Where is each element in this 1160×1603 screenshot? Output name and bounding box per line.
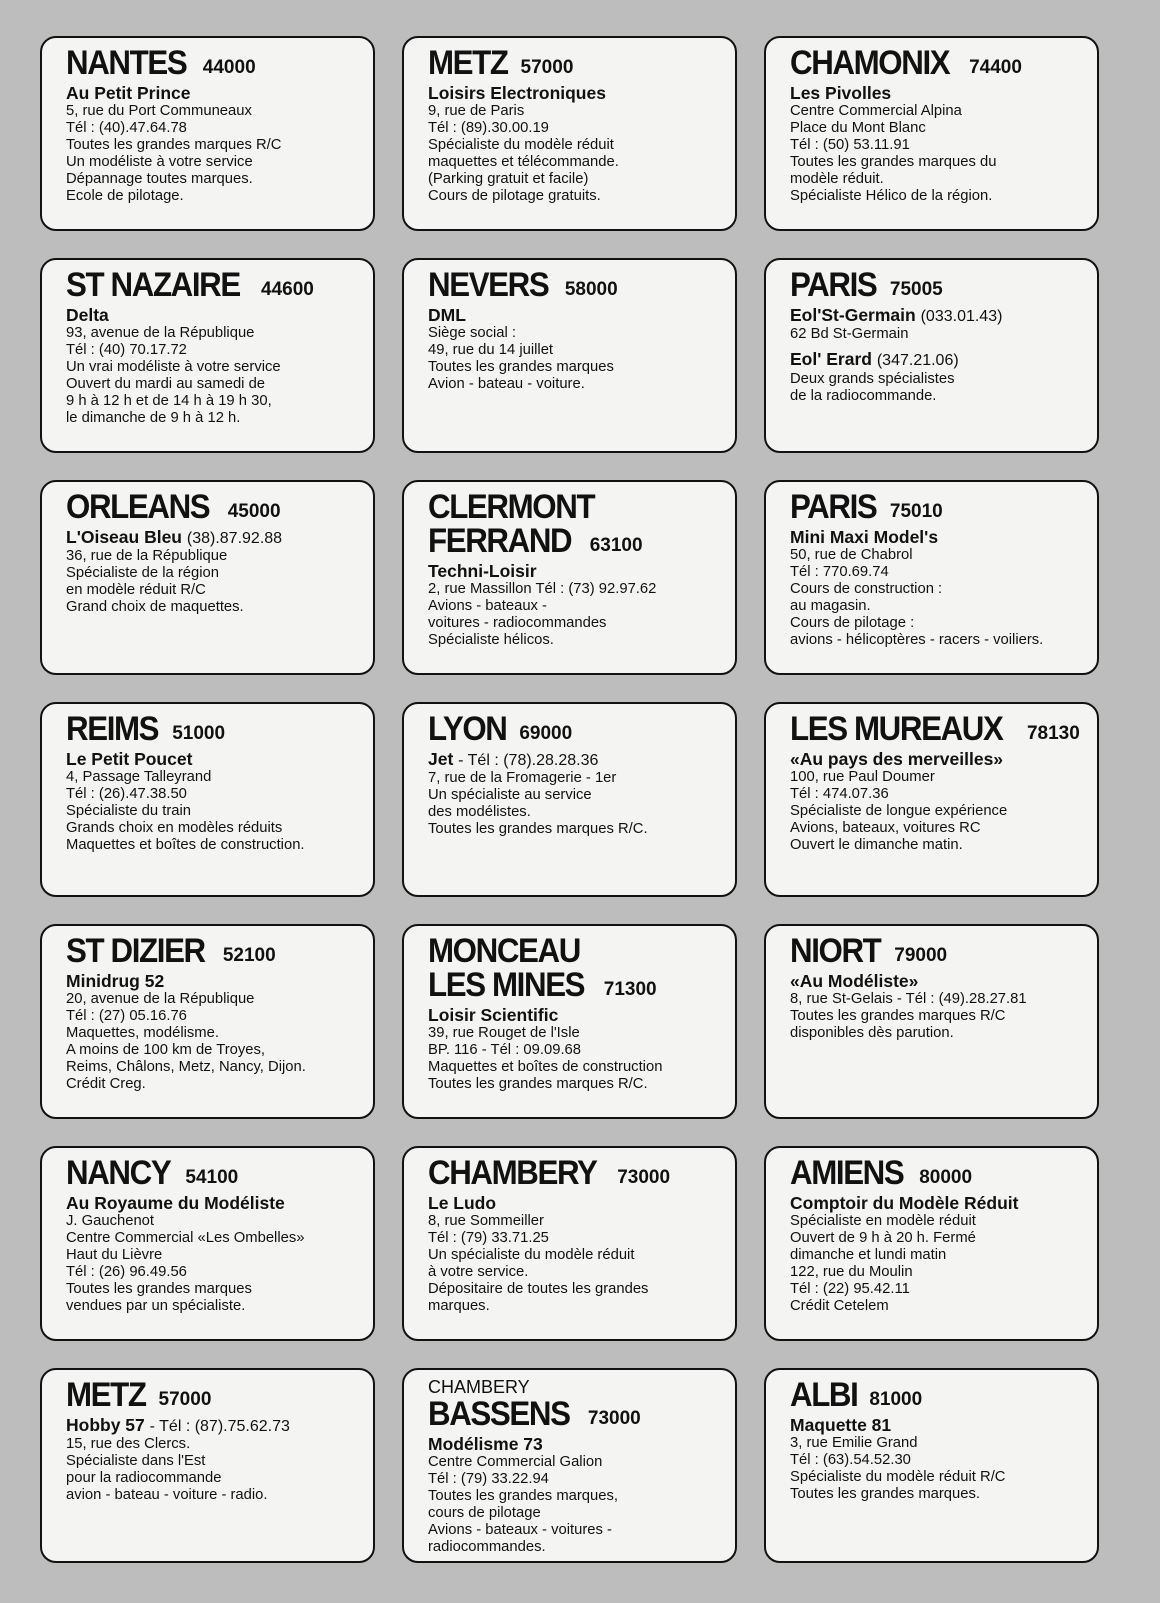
- postal-code: 44000: [202, 57, 256, 78]
- detail-line: Toutes les grandes marques R/C: [790, 1008, 1006, 1025]
- shop-name-text: Modélisme 73: [428, 1434, 543, 1454]
- detail-line: modèle réduit.: [790, 171, 884, 188]
- shop-card: [764, 36, 1099, 231]
- detail-line: Avions, bateaux, voitures RC: [790, 820, 981, 837]
- shop-name-secondary: [790, 349, 1085, 370]
- postal-code: 45000: [227, 501, 281, 522]
- detail-line: Spécialiste du modèle réduit R/C: [790, 1469, 1006, 1486]
- detail-line: 15, rue des Clercs.: [66, 1436, 191, 1453]
- shop-phone: (033.01.43): [920, 308, 1003, 325]
- detail-line: Siège social :: [428, 325, 517, 342]
- shop-name: [428, 749, 723, 770]
- shop-name: [428, 1005, 723, 1025]
- detail-line: Tél : (63).54.52.30: [790, 1452, 911, 1469]
- shop-name: [790, 1415, 1085, 1435]
- detail-line: Dépositaire de toutes les grandes: [428, 1281, 649, 1298]
- detail-line: A moins de 100 km de Troyes,: [66, 1042, 266, 1059]
- detail-line: avion - bateau - voiture - radio.: [66, 1487, 268, 1504]
- shop-card: [40, 1368, 375, 1563]
- card-header: [428, 46, 723, 80]
- detail-line: radiocommandes.: [428, 1539, 546, 1556]
- card-header: [66, 490, 361, 524]
- card-header: [66, 46, 361, 80]
- detail-line: de la radiocommande.: [790, 387, 937, 404]
- shop-phone: (347.21.06): [876, 352, 959, 370]
- detail-line: 7, rue de la Fromagerie - 1er: [428, 770, 617, 787]
- shop-card: [402, 258, 737, 453]
- detail-line: Un vrai modéliste à votre service: [66, 359, 281, 376]
- shop-name: [66, 1415, 361, 1436]
- city-name: ALBI: [790, 1376, 858, 1414]
- detail-line: en modèle réduit R/C: [66, 582, 206, 599]
- detail-line: 93, avenue de la République: [66, 325, 255, 342]
- detail-line: maquettes et télécommande.: [428, 154, 619, 171]
- shop-card: [402, 480, 737, 675]
- detail-line: Toutes les grandes marques R/C.: [428, 1076, 648, 1093]
- shop-name: [790, 83, 1085, 103]
- detail-line: 3, rue Emilie Grand: [790, 1435, 918, 1452]
- detail-line: Ouvert du mardi au samedi de: [66, 376, 266, 393]
- detail-line: Tél : (50) 53.11.91: [790, 137, 910, 154]
- detail-line: Centre Commercial Alpina: [790, 103, 962, 120]
- detail-line: 20, avenue de la République: [66, 991, 255, 1008]
- detail-line: Tél : (89).30.00.19: [428, 120, 549, 137]
- detail-line: Toutes les grandes marques R/C.: [428, 821, 648, 838]
- city-name: CLERMONT: [428, 488, 595, 526]
- detail-line: Toutes les grandes marques: [66, 1281, 252, 1298]
- postal-code: 75005: [889, 279, 943, 300]
- shop-name: [790, 971, 1085, 991]
- city-name: NEVERS: [428, 266, 549, 304]
- detail-line: Dépannage toutes marques.: [66, 171, 253, 188]
- shop-name-text: Eol'St-Germain: [790, 305, 916, 325]
- detail-line: Maquettes, modélisme.: [66, 1025, 219, 1042]
- detail-line: Spécialiste Hélico de la région.: [790, 188, 993, 205]
- city-name: CHAMBERY: [428, 1154, 597, 1192]
- detail-line: Spécialiste du train: [66, 803, 192, 820]
- detail-line: voitures - radiocommandes: [428, 615, 607, 632]
- detail-line: Tél : 770.69.74: [790, 564, 889, 581]
- city-name: METZ: [66, 1376, 146, 1414]
- postal-code: 51000: [172, 723, 226, 744]
- detail-line: BP. 116 - Tél : 09.09.68: [428, 1042, 582, 1059]
- card-header: [790, 1156, 1085, 1190]
- detail-line: disponibles dès parution.: [790, 1025, 954, 1042]
- card-header: [66, 934, 361, 968]
- card-header: [790, 490, 1085, 524]
- postal-code: 52100: [222, 945, 276, 966]
- city-name: ORLEANS: [66, 488, 210, 526]
- card-header: [66, 268, 361, 302]
- detail-line: Toutes les grandes marques: [428, 359, 614, 376]
- postal-code: 58000: [564, 279, 618, 300]
- detail-line: Un spécialiste au service: [428, 787, 592, 804]
- city-name: REIMS: [66, 710, 159, 748]
- shop-name: [66, 305, 361, 325]
- detail-line: Ouvert le dimanche matin.: [790, 837, 963, 854]
- shop-card: [764, 924, 1099, 1119]
- detail-line: Avion - bateau - voiture.: [428, 376, 585, 393]
- detail-line: Grands choix en modèles réduits: [66, 820, 283, 837]
- detail-line: avions - hélicoptères - racers - voiliers.: [790, 632, 1044, 649]
- shop-name: [428, 1193, 723, 1213]
- shop-name: [66, 83, 361, 103]
- shop-name: [428, 83, 723, 103]
- shop-card: [40, 258, 375, 453]
- detail-line: (Parking gratuit et facile): [428, 171, 589, 188]
- shop-card: [40, 702, 375, 897]
- shop-name-text: Maquette 81: [790, 1415, 892, 1435]
- city-name: AMIENS: [790, 1154, 904, 1192]
- shop-name-text: L'Oiseau Bleu: [66, 527, 182, 547]
- detail-line: pour la radiocommande: [66, 1470, 222, 1487]
- postal-code: 69000: [519, 723, 573, 744]
- postal-code: 78130: [1026, 723, 1080, 744]
- detail-line: 8, rue St-Gelais - Tél : (49).28.27.81: [790, 991, 1027, 1008]
- detail-line: Grand choix de maquettes.: [66, 599, 244, 616]
- detail-line: Crédit Creg.: [66, 1076, 146, 1093]
- card-header: [790, 268, 1085, 302]
- detail-line: Spécialiste en modèle réduit: [790, 1213, 976, 1230]
- shop-name-text: Au Royaume du Modéliste: [66, 1193, 285, 1213]
- postal-code: 71300: [603, 979, 657, 1000]
- detail-line: Tél : (79) 33.71.25: [428, 1230, 549, 1247]
- postal-code: 74400: [969, 57, 1022, 78]
- shop-phone: - Tél : (78).28.28.36: [458, 752, 599, 769]
- shop-name: [66, 749, 361, 769]
- postal-code: 79000: [894, 945, 948, 966]
- postal-code: 54100: [185, 1167, 239, 1188]
- detail-line: Spécialiste de longue expérience: [790, 803, 1008, 820]
- detail-line: Tél : 474.07.36: [790, 786, 889, 803]
- city-prefix: CHAMBERY: [428, 1377, 530, 1397]
- card-header: [428, 934, 723, 1002]
- shop-card: [402, 36, 737, 231]
- detail-line: Spécialiste hélicos.: [428, 632, 554, 649]
- shop-name: [428, 561, 723, 581]
- shop-card: [764, 702, 1099, 897]
- detail-line: Reims, Châlons, Metz, Nancy, Dijon.: [66, 1059, 306, 1076]
- detail-line: Avions - bateaux -: [428, 598, 547, 615]
- city-name: PARIS: [790, 266, 877, 304]
- detail-line: Ecole de pilotage.: [66, 188, 184, 205]
- card-header: [790, 1378, 1085, 1412]
- detail-line: 36, rue de la République: [66, 548, 228, 565]
- shop-phone: (38).87.92.88: [186, 530, 283, 547]
- shop-name: [66, 1193, 361, 1213]
- detail-line: 100, rue Paul Doumer: [790, 769, 935, 786]
- card-header: [428, 1156, 723, 1190]
- postal-code: 57000: [520, 57, 574, 78]
- detail-line: Toutes les grandes marques.: [790, 1486, 980, 1503]
- detail-line: marques.: [428, 1298, 490, 1315]
- shop-name-text: DML: [428, 305, 466, 325]
- detail-line: 62 Bd St-Germain: [790, 326, 909, 343]
- card-header: [428, 1378, 723, 1431]
- shop-card: [40, 1146, 375, 1341]
- detail-line: 2, rue Massillon Tél : (73) 92.97.62: [428, 581, 657, 598]
- shop-name-text: «Au pays des merveilles»: [790, 749, 1004, 769]
- detail-line: Deux grands spécialistes: [790, 370, 955, 387]
- detail-line: Ouvert de 9 h à 20 h. Fermé: [790, 1230, 976, 1247]
- detail-line: à votre service.: [428, 1264, 529, 1281]
- detail-line: Maquettes et boîtes de construction: [428, 1059, 663, 1076]
- shop-name: [428, 305, 723, 325]
- detail-line: des modélistes.: [428, 804, 531, 821]
- detail-line: 5, rue du Port Communeaux: [66, 103, 252, 120]
- shop-card: [40, 480, 375, 675]
- detail-line: Toutes les grandes marques du: [790, 154, 997, 171]
- card-header: [66, 1378, 361, 1412]
- shop-name-text: Le Ludo: [428, 1193, 497, 1213]
- detail-line: cours de pilotage: [428, 1505, 541, 1522]
- shop-name-text: Techni-Loisir: [428, 561, 537, 581]
- detail-line: Tél : (40) 70.17.72: [66, 342, 187, 359]
- detail-line: Tél : (22) 95.42.11: [790, 1281, 910, 1298]
- city-name: NANTES: [66, 44, 187, 82]
- detail-line: Avions - bateaux - voitures -: [428, 1522, 612, 1539]
- shop-card: [764, 258, 1099, 453]
- postal-code: 57000: [158, 1389, 212, 1410]
- detail-line: Maquettes et boîtes de construction.: [66, 837, 305, 854]
- detail-line: Tél : (27) 05.16.76: [66, 1008, 187, 1025]
- shop-name: [790, 1193, 1085, 1213]
- shop-card: [764, 480, 1099, 675]
- card-header: [790, 934, 1085, 968]
- detail-line: 9 h à 12 h et de 14 h à 19 h 30,: [66, 393, 272, 410]
- shop-name: [66, 527, 361, 548]
- detail-line: Cours de pilotage gratuits.: [428, 188, 601, 205]
- shop-name: [790, 749, 1085, 769]
- city-name: PARIS: [790, 488, 877, 526]
- shop-card: [402, 1368, 737, 1563]
- detail-line: 4, Passage Talleyrand: [66, 769, 212, 786]
- shop-card: [40, 36, 375, 231]
- shop-name: [790, 527, 1085, 547]
- shop-name-text: Loisir Scientific: [428, 1005, 559, 1025]
- city-name: METZ: [428, 44, 508, 82]
- detail-line: Spécialiste de la région: [66, 565, 219, 582]
- detail-line: Tél : (26) 96.49.56: [66, 1264, 187, 1281]
- shop-name: [790, 305, 1085, 326]
- card-header: [790, 712, 1085, 746]
- city-row: [428, 524, 723, 558]
- detail-line: Un modéliste à votre service: [66, 154, 253, 171]
- card-header: [790, 46, 1085, 80]
- detail-line: 50, rue de Chabrol: [790, 547, 913, 564]
- shop-name: [66, 971, 361, 991]
- detail-line: J. Gauchenot: [66, 1213, 155, 1230]
- detail-line: 39, rue Rouget de l'Isle: [428, 1025, 580, 1042]
- detail-line: 8, rue Sommeiller: [428, 1213, 544, 1230]
- shop-card: [764, 1146, 1099, 1341]
- detail-line: Place du Mont Blanc: [790, 120, 926, 137]
- detail-line: Cours de pilotage :: [790, 615, 915, 632]
- city-name: MONCEAU: [428, 932, 580, 970]
- detail-line: Tél : (79) 33.22.94: [428, 1471, 549, 1488]
- postal-code: 73000: [587, 1408, 641, 1429]
- city-row: [428, 968, 723, 1002]
- card-header: [66, 1156, 361, 1190]
- detail-line: Centre Commercial «Les Ombelles»: [66, 1230, 305, 1247]
- shop-name-text: «Au Modéliste»: [790, 971, 919, 991]
- detail-line: 49, rue du 14 juillet: [428, 342, 554, 359]
- city-name: NIORT: [790, 932, 881, 970]
- city-name: LES MUREAUX: [790, 710, 1003, 748]
- shop-name-text: Delta: [66, 305, 109, 325]
- detail-line: Centre Commercial Galion: [428, 1454, 603, 1471]
- shop-card: [402, 924, 737, 1119]
- shop-directory-grid: [40, 36, 1100, 1563]
- detail-line: 9, rue de Paris: [428, 103, 525, 120]
- card-header: [428, 712, 723, 746]
- postal-code: 80000: [919, 1167, 973, 1188]
- shop-card: [402, 1146, 737, 1341]
- detail-line: Un spécialiste du modèle réduit: [428, 1247, 635, 1264]
- shop-name-text: Jet: [428, 749, 454, 769]
- detail-line: Tél : (40).47.64.78: [66, 120, 187, 137]
- postal-code: 44600: [261, 279, 314, 300]
- detail-line: Toutes les grandes marques,: [428, 1488, 618, 1505]
- shop-name-text: Loisirs Electroniques: [428, 83, 606, 103]
- city-name: BASSENS: [428, 1395, 570, 1433]
- detail-line: Cours de construction :: [790, 581, 943, 598]
- detail-line: le dimanche de 9 h à 12 h.: [66, 410, 241, 427]
- shop-name-text: Eol' Erard: [790, 349, 872, 370]
- detail-line: dimanche et lundi matin: [790, 1247, 947, 1264]
- shop-name-text: Hobby 57: [66, 1415, 145, 1435]
- postal-code: 63100: [589, 535, 643, 556]
- city-name: ST DIZIER: [66, 932, 205, 970]
- card-header: [66, 712, 361, 746]
- detail-line: Spécialiste du modèle réduit: [428, 137, 614, 154]
- detail-line: au magasin.: [790, 598, 871, 615]
- detail-line: Tél : (26).47.38.50: [66, 786, 187, 803]
- postal-code: 81000: [869, 1389, 923, 1410]
- detail-line: Toutes les grandes marques R/C: [66, 137, 282, 154]
- detail-line: 122, rue du Moulin: [790, 1264, 913, 1281]
- shop-card: [764, 1368, 1099, 1563]
- shop-name-text: Au Petit Prince: [66, 83, 191, 103]
- city-name: ST NAZAIRE: [66, 266, 240, 304]
- shop-card: [40, 924, 375, 1119]
- shop-name-text: Minidrug 52: [66, 971, 165, 991]
- card-header: [428, 268, 723, 302]
- postal-code: 73000: [617, 1167, 671, 1188]
- city-name: LYON: [428, 710, 507, 748]
- shop-phone: - Tél : (87).75.62.73: [149, 1418, 290, 1435]
- shop-name-text: Le Petit Poucet: [66, 749, 193, 769]
- shop-card: [402, 702, 737, 897]
- detail-line: Spécialiste dans l'Est: [66, 1453, 206, 1470]
- city-name-line2: LES MINES: [428, 966, 585, 1004]
- shop-name-text: Comptoir du Modèle Réduit: [790, 1193, 1019, 1213]
- detail-line: vendues par un spécialiste.: [66, 1298, 246, 1315]
- city-name-line2: FERRAND: [428, 522, 572, 560]
- shop-name: [428, 1434, 723, 1454]
- detail-line: Crédit Cetelem: [790, 1298, 889, 1315]
- card-header: [428, 490, 723, 558]
- detail-line: Haut du Lièvre: [66, 1247, 163, 1264]
- city-name: NANCY: [66, 1154, 171, 1192]
- shop-name-text: Les Pivolles: [790, 83, 892, 103]
- shop-name-text: Mini Maxi Model's: [790, 527, 939, 547]
- postal-code: 75010: [889, 501, 943, 522]
- city-name: CHAMONIX: [790, 44, 950, 82]
